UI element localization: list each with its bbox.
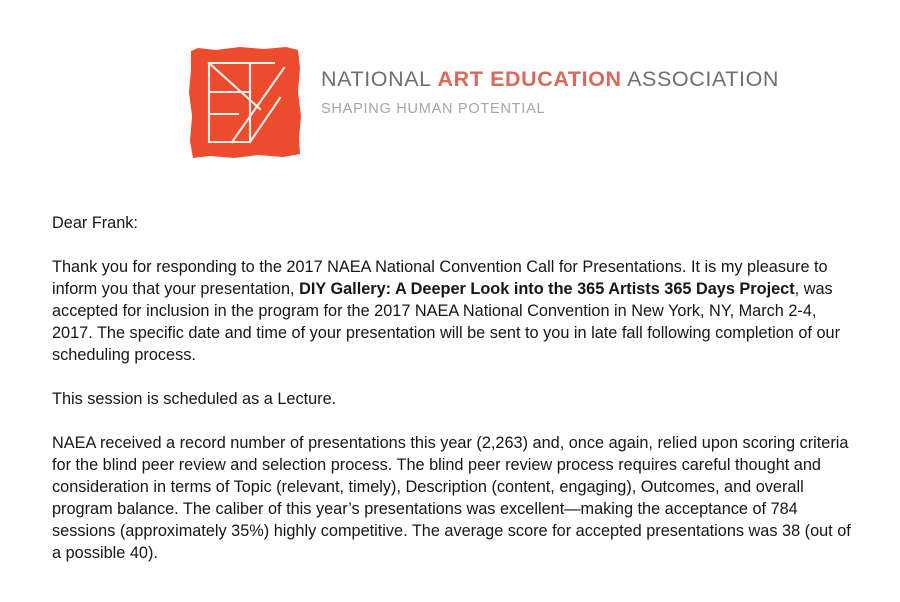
wordmark-national: NATIONAL (321, 67, 438, 91)
wordmark-organization-name (321, 69, 779, 91)
letter-paragraph-review-statistics: NAEA received a record number of presentations this year (2,263) and, once again, relied upon scoring criteria for the blind peer review and selection process. The blind peer review process requires careful thought and consideration in terms of Topic (relevant, timely), Description (content, engaging), Outcomes, and overall program balance. The caliber of this year’s presentations was excellent—making the acceptance of 784 sessions (approximately 35%) highly competitive. The average score for accepted presentations was 38 (out of a possible 40). (52, 434, 851, 562)
wordmark-association: ASSOCIATION (621, 67, 780, 91)
paragraph1-text-after-title: , was accepted for inclusion in the program for the 2017 NAEA National Convention in New York, NY, March 2-4, 2017. The specific date and time of your presentation will be sent to you in late fall following completion of our scheduling process. (52, 280, 840, 364)
presentation-title: DIY Gallery: A Deeper Look into the 365 Artists 365 Days Project (299, 280, 795, 298)
letter-body (52, 212, 852, 564)
naea-monogram-logo (188, 46, 302, 159)
letter-paragraph-acceptance (52, 256, 852, 366)
wordmark-art-education: ART EDUCATION (437, 67, 622, 91)
letter-salutation: Dear Frank: (52, 214, 138, 232)
wordmark-tagline: SHAPING HUMAN POTENTIAL (321, 100, 546, 117)
letter-paragraph-session-type: This session is scheduled as a Lecture. (52, 390, 337, 408)
letterhead (188, 46, 779, 159)
paragraph1-text-before-title: Thank you for responding to the 2017 NAEA National Convention Call for Presentations. It is my pleasure to inform you that your presentation, (52, 258, 828, 298)
naea-wordmark (321, 46, 779, 116)
